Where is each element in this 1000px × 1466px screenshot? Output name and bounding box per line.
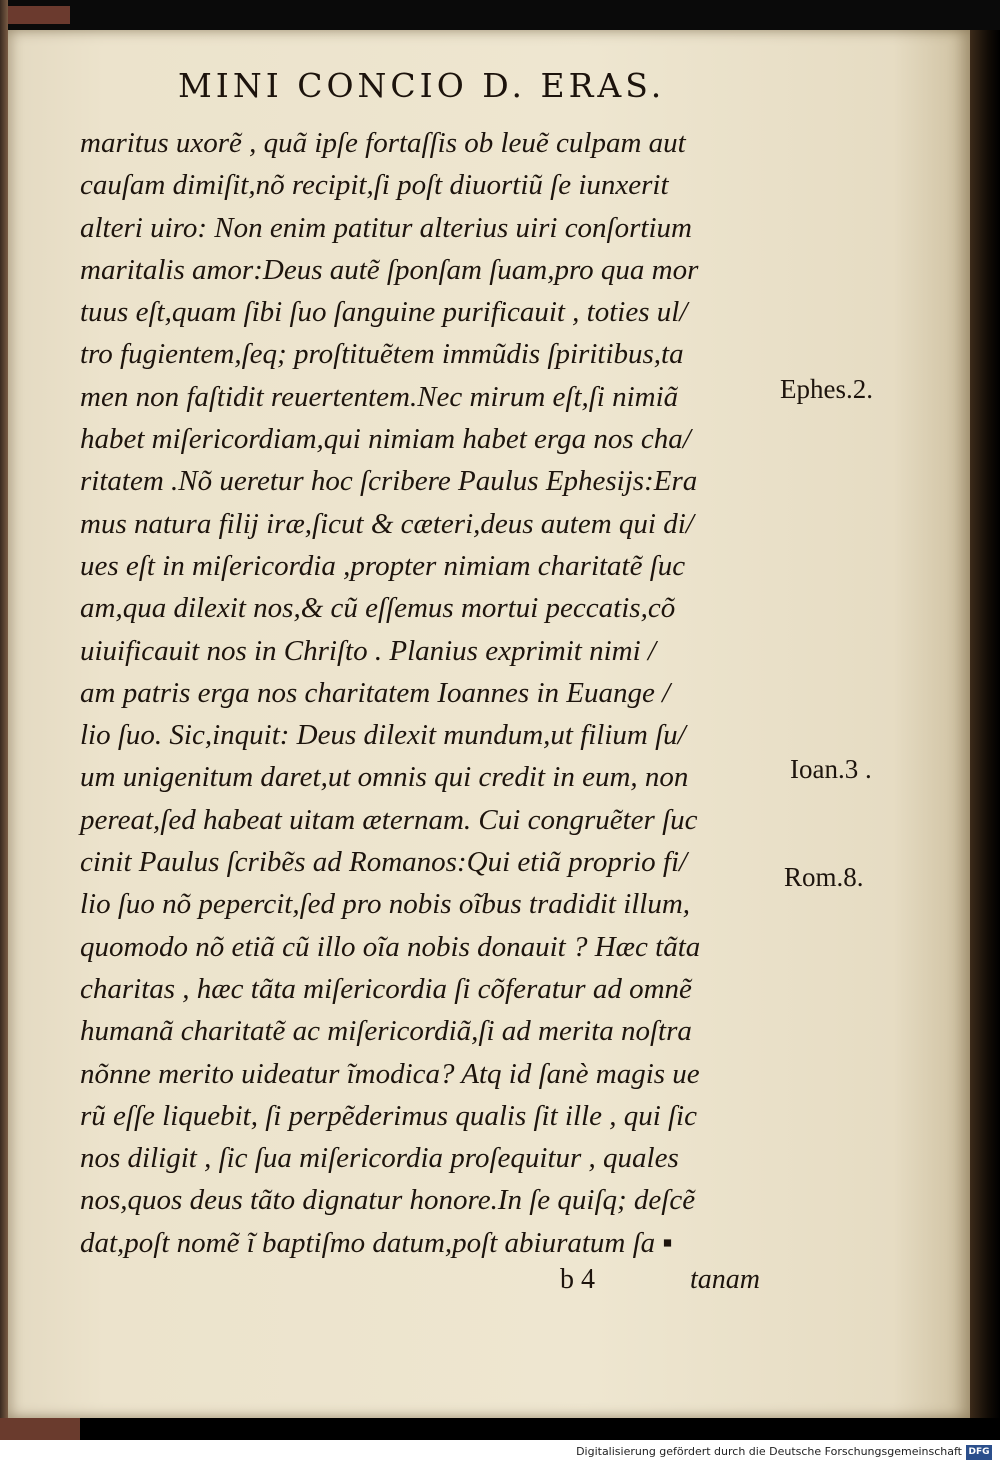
page-right-edge [970,30,1000,1418]
margin-note-rom: Rom.8. [784,862,864,892]
text-line: cinit Paulus ſcribẽs ad Romanos:Qui etiã proprio fi/ [80,846,688,879]
text-line: quomodo nõ etiã cũ illo oĩa nobis donauit ? Hæc tãta [80,930,701,963]
page-left-edge [0,0,8,1436]
text-line: mus natura filij iræ,ſicut & cæteri,deus autem qui di/ [80,507,694,540]
catchword: tanam [690,1264,760,1295]
text-line: ues eſt in miſericordia ,propter nimiam charitatẽ ſuc [80,549,686,582]
running-head: MINI CONCIO D. ERAS. [178,66,666,105]
binding-edge-top [6,6,70,24]
binding-edge-bottom [0,1418,80,1440]
text-line: charitas , hæc tãta miſericordia ſi cõferatur ad omnẽ [80,972,692,1005]
signature-mark: b 4 [560,1264,595,1295]
text-line: tuus eſt,quam ſibi ſuo ſanguine purificauit , toties ul/ [80,296,688,329]
text-line: am,qua dilexit nos,& cũ eſſemus mortui peccatis,cõ [80,592,676,625]
text-line: uiuificauit nos in Chriſto . Planius exprimit nimi / [80,634,656,667]
margin-note-ephes: Ephes.2. [780,374,873,404]
text-line: alteri uiro: Non enim patitur alterius uiri conſortium [80,211,692,244]
text-line: nos,quos deus tãto dignatur honore.In ſe quiſq; deſcẽ [80,1184,696,1217]
text-line: tro fugientem,ſeq; proſtituẽtem immũdis ſpiritibus,ta [80,338,684,371]
text-line: humanã charitatẽ ac miſericordiã,ſi ad merita noſtra [80,1015,692,1048]
text-line: men non faſtidit reuertentem.Nec mirum eſt,ſi nimiã [80,380,679,413]
text-line: cauſam dimiſit,nõ recipit,ſi poſt diuortiũ ſe iunxerit [80,169,669,202]
text-line: nõnne merito uideatur ĩmodica? Atq id ſanè magis ue [80,1057,700,1090]
text-line: nos diligit , ſic ſua miſericordia proſequitur , quales [80,1142,679,1175]
text-line: rũ eſſe liquebit, ſi perpẽderimus qualis ſit ille , qui ſic [80,1099,697,1132]
text-line: dat,poſt nomẽ ĩ baptiſmo datum,poſt abiuratum ſa ▪ [80,1226,673,1259]
text-line: lio ſuo nõ pepercit,ſed pro nobis oĩbus tradidit illum, [80,888,691,921]
text-line: um unigenitum daret,ut omnis qui credit in eum, non [80,761,689,794]
text-line: habet miſericordiam,qui nimiam habet erga nos cha/ [80,423,691,456]
scan-top-border [0,0,1000,30]
text-line: lio ſuo. Sic,inquit: Deus dilexit mundum,ut filium ſu/ [80,719,686,752]
text-line: maritalis amor:Deus autẽ ſponſam ſuam,pro qua mor [80,253,699,286]
text-line: am patris erga nos charitatem Ioannes in Euange / [80,676,671,709]
credit-bar [0,1440,1000,1466]
dfg-logo: DFG [966,1445,992,1460]
body-text [80,122,780,1264]
margin-note-ioan: Ioan.3 . [790,754,872,784]
scan-bottom-border [0,1418,1000,1440]
text-line: pereat,ſed habeat uitam æternam. Cui congruẽter ſuc [80,803,698,836]
text-line: ritatem .Nõ ueretur hoc ſcribere Paulus Ephesijs:Era [80,465,698,498]
text-line: maritus uxorẽ , quã ipſe fortaſſis ob leuẽ culpam aut [80,127,686,159]
funding-credit: Digitalisierung gefördert durch die Deutsche Forschungsgemeinschaft [576,1445,962,1458]
